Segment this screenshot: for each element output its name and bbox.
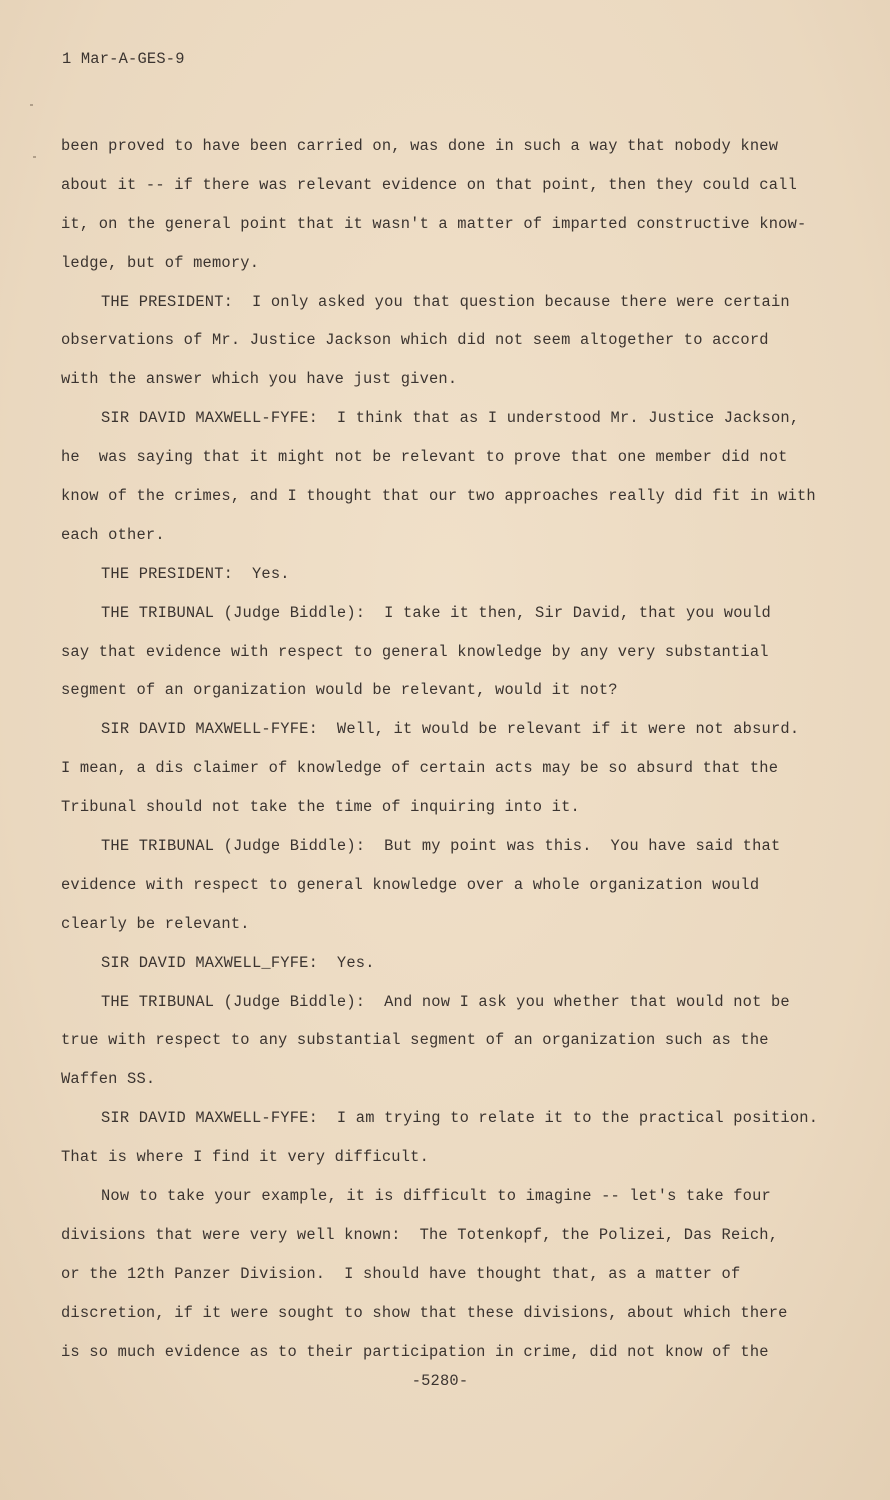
text-line: he was saying that it might not be relevant to prove that one member did not [61, 448, 788, 467]
page-number: -5280- [411, 1372, 469, 1390]
text-line: I mean, a dis claimer of knowledge of certain acts may be so absurd that the [61, 759, 779, 778]
text-line: ledge, but of memory. [61, 253, 260, 272]
text-line: THE PRESIDENT: Yes. [101, 564, 290, 583]
text-line: true with respect to any substantial segment of an organization such as the [61, 1031, 769, 1050]
text-line: That is where I find it very difficult. [61, 1148, 429, 1167]
document-reference: 1 Mar-A-GES-9 [62, 50, 185, 68]
text-line: or the 12th Panzer Division. I should have thought that, as a matter of [61, 1264, 741, 1283]
text-line: SIR DAVID MAXWELL-FYFE: I am trying to relate it to the practical position. [101, 1109, 819, 1128]
text-line: know of the crimes, and I thought that our two approaches really did fit in with [61, 487, 816, 506]
text-line: been proved to have been carried on, was done in such a way that nobody knew [61, 137, 779, 155]
text-line: clearly be relevant. [61, 914, 250, 933]
text-line: is so much evidence as to their participation in crime, did not know of the [61, 1342, 769, 1361]
text-line: with the answer which you have just given. [61, 370, 458, 389]
paper-speck [33, 156, 36, 158]
text-line: THE PRESIDENT: I only asked you that question because there were certain [101, 292, 790, 311]
text-line: SIR DAVID MAXWELL_FYFE: Yes. [101, 953, 375, 972]
text-line: Waffen SS. [61, 1070, 156, 1089]
text-line: divisions that were very well known: The Totenkopf, the Polizei, Das Reich, [61, 1225, 779, 1244]
text-line: evidence with respect to general knowledge over a whole organization would [61, 875, 760, 894]
text-line: observations of Mr. Justice Jackson which did not seem altogether to accord [61, 331, 769, 350]
text-line: THE TRIBUNAL (Judge Biddle): And now I ask you whether that would not be [101, 992, 790, 1011]
text-line: each other. [61, 525, 165, 544]
text-line: Tribunal should not take the time of inquiring into it. [61, 798, 580, 817]
text-line: THE TRIBUNAL (Judge Biddle): I take it then, Sir David, that you would [101, 603, 771, 622]
text-line: THE TRIBUNAL (Judge Biddle): But my point was this. You have said that [101, 837, 781, 856]
paper-speck [30, 104, 33, 106]
text-line: SIR DAVID MAXWELL-FYFE: I think that as I understood Mr. Justice Jackson, [101, 409, 800, 428]
text-line: Now to take your example, it is difficult to imagine -- let's take four [101, 1187, 771, 1206]
document-body [61, 127, 841, 1372]
text-line: about it -- if there was relevant evidence on that point, then they could call [61, 175, 797, 194]
text-line: it, on the general point that it wasn't a matter of imparted constructive know- [61, 214, 807, 233]
text-line: segment of an organization would be relevant, would it not? [61, 681, 618, 700]
text-line: discretion, if it were sought to show that these divisions, about which there [61, 1303, 788, 1322]
text-line: say that evidence with respect to general knowledge by any very substantial [61, 642, 769, 661]
text-line: SIR DAVID MAXWELL-FYFE: Well, it would be relevant if it were not absurd. [101, 720, 800, 739]
